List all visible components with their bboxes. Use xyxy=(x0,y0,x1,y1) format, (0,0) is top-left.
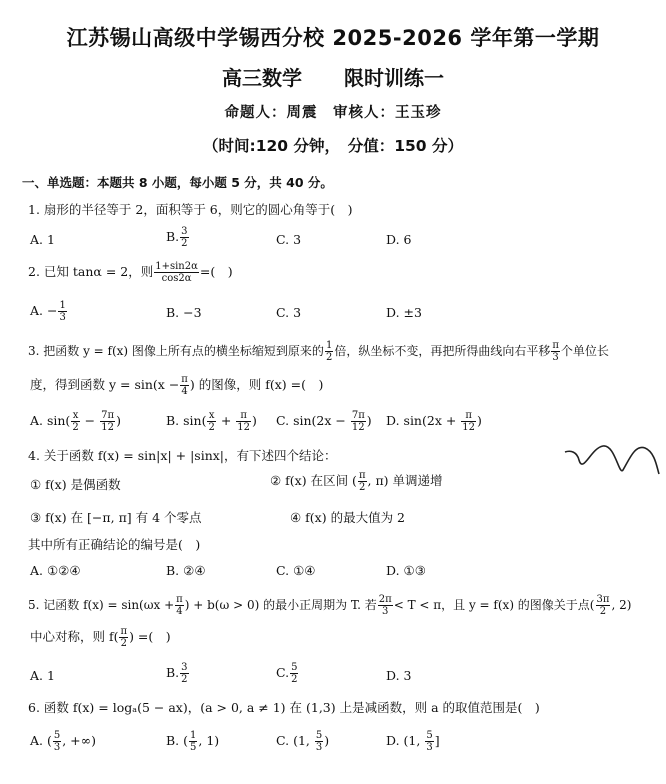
school-title: 江苏锡山高级中学锡西分校 2025-2026 学年第一学期 xyxy=(66,26,600,50)
time-score-line: （时间:120 分钟， 分值：150 分） xyxy=(203,137,463,155)
section-heading: 一、单选题：本题共 8 小题，每小题 5 分，共 40 分。 xyxy=(22,175,333,190)
question-5-line-2: 中心对称，则 f( $\frac{\pi}{2}$ ) =( ) xyxy=(30,626,171,649)
test-title xyxy=(0,62,666,91)
q6-option-c: C. (1, $\frac{5}{3}$ ) xyxy=(276,730,330,753)
q5-option-d: D. 3 xyxy=(386,668,412,683)
q5-option-c: C. $\frac{5}{2}$ xyxy=(276,662,298,685)
q3-option-b: B. sin( $\frac{x}{2}$ + $\frac{\pi}{12}$ ) xyxy=(166,410,257,433)
question-3-line-1: 3. 把函数 y = f(x) 图像上所有点的横坐标缩短到原来的 $\frac{1}{2}$ 倍，纵坐标不变，再把所得曲线向右平移 $\frac{\pi}{3}$ 个单位长 xyxy=(28,340,609,363)
q6-option-d: D. (1, $\frac{5}{3}$ ] xyxy=(386,730,440,753)
question-1-stem: 1. 扇形的半径等于 2，面积等于 6，则它的圆心角等于( ) xyxy=(28,202,353,217)
q4-option-a: A. ①②④ xyxy=(30,563,81,578)
question-5-line-1: 5. 记函数 f(x) = sin(ωx + $\frac{\pi}{4}$ ) + b(ω > 0) 的最小正周期为 T. 若 $\frac{2\pi}{3}$ < T < π，且 y = f(x) 的图像关于点( $\frac{3\pi}{2}$ , 2) xyxy=(28,594,632,617)
q2-option-c: C. 3 xyxy=(276,305,302,320)
authors-line: 命题人：周震 审核人：王玉珍 xyxy=(224,105,442,121)
q1-option-b: B. $\frac{3}{2}$ xyxy=(166,226,188,249)
q4-question: 其中所有正确结论的编号是( ) xyxy=(28,537,201,552)
q3-option-d: D. sin(2x + $\frac{\pi}{12}$ ) xyxy=(386,410,482,433)
handwritten-doodle xyxy=(563,440,663,480)
q2-option-d: D. ±3 xyxy=(386,305,422,320)
question-2-stem: 2. 已知 tanα = 2，则 $\frac{1+\sin 2\alpha}{\cos 2\alpha}$ =( ) xyxy=(28,261,233,284)
q4-statement-2: ② f(x) 在区间 ( $\frac{\pi}{2}$ , π) 单调递增 xyxy=(270,470,443,493)
q1-option-d: D. 6 xyxy=(386,232,412,247)
question-3-line-2: 度，得到函数 y = sin(x − $\frac{\pi}{4}$ ) 的图像，则 f(x) =( ) xyxy=(30,374,324,397)
q6-option-b: B. ( $\frac{1}{5}$ , 1) xyxy=(166,730,220,753)
q5-option-a: A. 1 xyxy=(30,668,55,683)
q3-option-a: A. sin( $\frac{x}{2}$ − $\frac{7\pi}{12}$ ) xyxy=(30,410,121,433)
q4-option-d: D. ①③ xyxy=(386,563,426,578)
question-4-stem: 4. 关于函数 f(x) = sin|x| + |sinx|，有下述四个结论： xyxy=(28,448,337,463)
q4-statement-3: ③ f(x) 在 [−π, π] 有 4 个零点 xyxy=(30,510,202,525)
q4-statement-4: ④ f(x) 的最大值为 2 xyxy=(290,510,406,525)
q1-option-c: C. 3 xyxy=(276,232,302,247)
q6-option-a: A. ( $\frac{5}{3}$ , +∞) xyxy=(30,730,96,753)
q4-option-c: C. ①④ xyxy=(276,563,316,578)
question-6-stem: 6. 函数 f(x) = logₐ(5 − ax)，(a > 0, a ≠ 1) 在 (1,3) 上是减函数，则 a 的取值范围是( ) xyxy=(28,700,540,715)
q4-statement-1: ① f(x) 是偶函数 xyxy=(30,477,121,492)
q2-option-a: A. − $\frac{1}{3}$ xyxy=(30,300,66,323)
q5-option-b: B. $\frac{3}{2}$ xyxy=(166,662,188,685)
q1-option-a: A. 1 xyxy=(30,232,55,247)
q3-option-c: C. sin(2x − $\frac{7\pi}{12}$ ) xyxy=(276,410,372,433)
q2-option-b: B. −3 xyxy=(166,305,202,320)
subject-label: 高三数学 xyxy=(222,66,302,90)
test-name: 限时训练一 xyxy=(344,66,444,90)
q4-option-b: B. ②④ xyxy=(166,563,206,578)
